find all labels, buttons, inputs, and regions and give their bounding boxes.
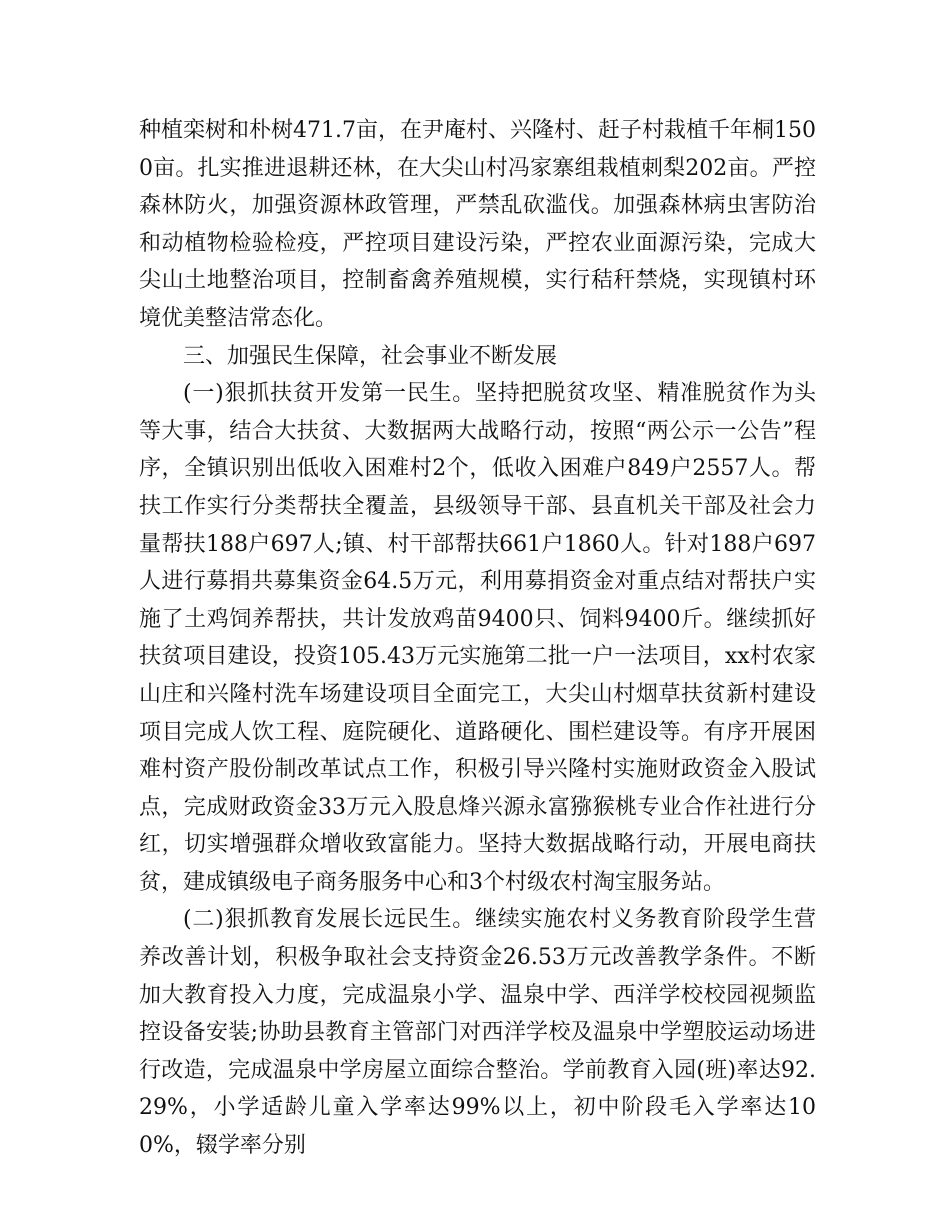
- document-body: [139, 112, 816, 1165]
- section-heading-livelihood: 三、加强民生保障，社会事业不断发展: [183, 343, 558, 369]
- paragraph-education: (二)狠抓教育发展长远民生。继续实施农村义务教育阶段学生营养改善计划，积极争取社会支持资金26.53万元改善教学条件。不断加大教育投入力度，完成温泉小学、温泉中学、西洋学校校园视频监控设备安装;协助县教育主管部门对西洋学校及温泉中学塑胶运动场进行改造，完成温泉中学房屋立面综合整治。学前教育入园(班)率达92.29%，小学适龄儿童入学率达99%以上，初中阶段毛入学率达100%，辍学率分别: [139, 907, 816, 1159]
- paragraph-forestry: 种植栾树和朴树471.7亩，在尹庵村、兴隆村、赶子村栽植千年桐1500亩。扎实推进退耕还林，在大尖山村冯家寨组栽植刺梨202亩。严控森林防火，加强资源林政管理，严禁乱砍滥伐。加强森林病虫害防治和动植物检验检疫，严控项目建设污染，严控农业面源污染，完成大尖山土地整治项目，控制畜禽养殖规模，实行秸秆禁烧，实现镇村环境优美整洁常态化。: [139, 118, 816, 331]
- paragraph-poverty-alleviation: (一)狠抓扶贫开发第一民生。坚持把脱贫攻坚、精准脱贫作为头等大事，结合大扶贫、大数据两大战略行动，按照“两公示一公告”程序，全镇识别出低收入困难村2个，低收入困难户849户2557人。帮扶工作实行分类帮扶全覆盖，县级领导干部、县直机关干部及社会力量帮扶188户697人;镇、村干部帮扶661户1860人。针对188户697人进行募捐共募集资金64.5万元，利用募捐资金对重点结对帮扶户实施了土鸡饲养帮扶，共计发放鸡苗9400只、饲料9400斤。继续抓好扶贫项目建设，投资105.43万元实施第二批一户一法项目，xx村农家山庄和兴隆村洗车场建设项目全面完工，大尖山村烟草扶贫新村建设项目完成人饮工程、庭院硬化、道路硬化、围栏建设等。有序开展困难村资产股份制改革试点工作，积极引导兴隆村实施财政资金入股试点，完成财政资金33万元入股息烽兴源永富猕猴桃专业合作社进行分红，切实增强群众增收致富能力。坚持大数据战略行动，开展电商扶贫，建成镇级电子商务服务中心和3个村级农村淘宝服务站。: [139, 381, 816, 895]
